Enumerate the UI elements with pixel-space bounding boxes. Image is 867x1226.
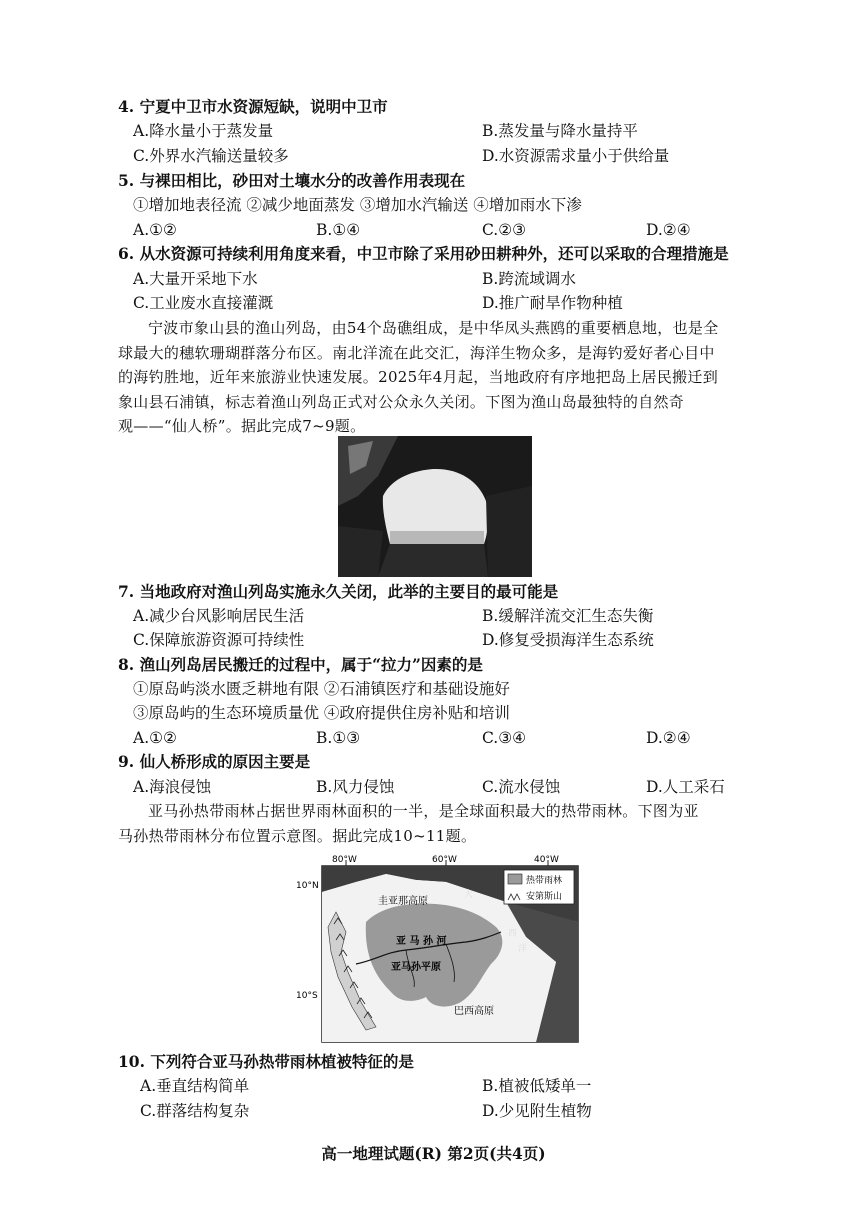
q4-stem: 4. 宁夏中卫市水资源短缺，说明中卫市 [118, 97, 388, 116]
q10-stem: 10. 下列符合亚马孙热带雨林植被特征的是 [118, 1052, 414, 1071]
lon-60w: 60°W [432, 855, 457, 865]
q10-option-b: B.植被低矮单一 [482, 1077, 592, 1095]
passage1-line: 的海钓胜地，近年来旅游业快速发展。2025年4月起，当地政府有序地把岛上居民搬迁到 [118, 368, 719, 386]
passage1-line: 宁波市象山县的渔山列岛，由54个岛礁组成，是中华凤头燕鸥的重要栖息地，也是全 [148, 319, 719, 337]
q7-stem: 7. 当地政府对渔山列岛实施永久关闭，此举的主要目的最可能是 [118, 582, 559, 601]
lat-10s: 10°S [296, 991, 318, 1001]
q5-stem: 5. 与裸田相比，砂田对土壤水分的改善作用表现在 [118, 171, 466, 190]
q8-stem: 8. 渔山列岛居民搬迁的过程中，属于“拉力”因素的是 [118, 655, 483, 674]
q8-option-d: D.②④ [646, 729, 691, 747]
q10-option-d: D.少见附生植物 [482, 1102, 592, 1120]
q8-option-b: B.①③ [316, 729, 361, 747]
q7-option-c: C.保障旅游资源可持续性 [133, 631, 305, 649]
ocean-label-2: 西 [508, 929, 518, 939]
q7-option-b: B.缓解洋流交汇生态失衡 [482, 607, 654, 625]
q6-option-b: B.跨流域调水 [482, 270, 576, 288]
q4-option-c: C.外界水汽输送量较多 [133, 147, 289, 165]
passage1-line: 球最大的穗软珊瑚群落分布区。南北洋流在此交汇，海洋生物众多，是海钓爱好者心目中 [118, 344, 715, 362]
lon-40w: 40°W [534, 855, 559, 865]
q8-option-a: A.①② [133, 729, 177, 747]
q7-option-d: D.修复受损海洋生态系统 [482, 631, 654, 649]
q9-option-a: A.海浪侵蚀 [133, 778, 212, 796]
q4-option-d: D.水资源需求量小于供给量 [482, 147, 670, 165]
legend-andes-label: 安第斯山 [526, 892, 563, 902]
legend-forest-label: 热带雨林 [526, 876, 563, 886]
q9-stem: 9. 仙人桥形成的原因主要是 [118, 752, 311, 771]
q10-option-a: A.垂直结构简单 [140, 1077, 250, 1095]
page-footer: 高一地理试题(R) 第2页(共4页) [321, 1144, 546, 1163]
q6-option-d: D.推广耐旱作物种植 [482, 294, 623, 312]
amazon-river-label: 亚 马 孙 河 [396, 936, 447, 947]
lat-10n: 10°N [296, 881, 319, 891]
q9-option-b: B.风力侵蚀 [316, 778, 395, 796]
q8-items-1: ①原岛屿淡水匮乏耕地有限 ②石浦镇医疗和基础设施好 [133, 680, 510, 698]
q4-option-a: A.降水量小于蒸发量 [133, 122, 274, 140]
sea-arch-photo [338, 436, 532, 577]
q6-stem: 6. 从水资源可持续利用角度来看，中卫市除了采用砂田耕种外，还可以采取的合理措施是 [118, 244, 729, 263]
q7-option-a: A.减少台风影响居民生活 [133, 607, 305, 625]
ocean-label-1: 大 [464, 890, 474, 900]
amazon-map [286, 852, 586, 1044]
q5-items: ①增加地表径流 ②减少地面蒸发 ③增加水汽输送 ④增加雨水下渗 [133, 196, 582, 214]
guiana-highlands-label: 圭亚那高原 [378, 896, 428, 907]
ocean-label-3: 洋 [518, 944, 528, 954]
q4-option-b: B.蒸发量与降水量持平 [482, 122, 638, 140]
q8-items-2: ③原岛屿的生态环境质量优 ④政府提供住房补贴和培训 [133, 704, 510, 722]
passage2-line: 马孙热带雨林分布位置示意图。据此完成10~11题。 [118, 827, 477, 845]
brazil-highlands-label: 巴西高原 [454, 1006, 494, 1017]
passage1-line: 象山县石浦镇，标志着渔山列岛正式对公众永久关闭。下图为渔山岛最独特的自然奇 [118, 393, 685, 411]
q9-option-d: D.人工采石 [646, 778, 725, 796]
q6-option-a: A.大量开采地下水 [133, 270, 258, 288]
amazon-plain-label: 亚马孙平原 [391, 962, 441, 973]
q9-option-c: C.流水侵蚀 [482, 778, 561, 796]
passage2-line: 亚马孙热带雨林占据世界雨林面积的一半，是全球面积最大的热带雨林。下图为亚 [148, 802, 699, 820]
q6-option-c: C.工业废水直接灌溉 [133, 294, 274, 312]
q5-option-a: A.①② [133, 221, 177, 239]
q10-option-c: C.群落结构复杂 [140, 1102, 250, 1120]
passage1-line: 观——“仙人桥”。据此完成7~9题。 [118, 417, 366, 435]
q5-option-c: C.②③ [482, 221, 527, 239]
q5-option-b: B.①④ [316, 221, 361, 239]
lon-80w: 80°W [332, 855, 357, 865]
q8-option-c: C.③④ [482, 729, 527, 747]
q5-option-d: D.②④ [646, 221, 691, 239]
